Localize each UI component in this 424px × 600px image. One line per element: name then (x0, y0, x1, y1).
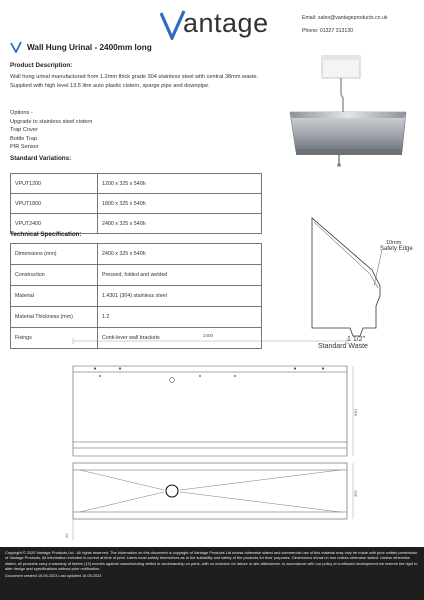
width-dim-label: 2400 (203, 333, 214, 338)
title-v-icon (10, 41, 22, 53)
table-cell: Construction (11, 265, 98, 286)
depth-dim-label: 325 (353, 490, 358, 497)
cistern (322, 56, 360, 78)
table-row (11, 265, 262, 286)
front-elevation (73, 366, 347, 456)
contact-phone: Phone: 01327 313130 (302, 28, 354, 34)
technical-heading: Technical Specification: (10, 231, 82, 238)
footer-legal: Copyright © 2020 Vantage Products Ltd - All rights reserved. The information on this document is copyright of Vantage Products Ltd unless otherwise stated and commercial use of this material may only be made with prior written permission of Vantage Products. All information included is correct at time of print. Users must satisfy themselves as to the suitability and safety of the products for their purposes. Dimensions shown in mm unless otherwise stated. Unless otherwise stated, all products carry a warranty of twelve (12) months against manufacturing defect or workmanship on parts, with no inclusion for labour or site attendance. In accordance with our policy of continued development we reserve the right to alter design and specifications without prior notification. (5, 550, 418, 571)
table-cell: Material Thickness (mm) (11, 307, 98, 328)
table-row (11, 174, 262, 194)
table-cell: 1.2 (98, 307, 262, 328)
product-illustration (286, 52, 416, 182)
side-section-drawing (300, 210, 420, 350)
technical-drawing (60, 330, 360, 540)
table-cell: VPUT1800 (11, 194, 98, 214)
table-cell: VPUT1200 (11, 174, 98, 194)
table-cell: Dimensions (mm) (11, 244, 98, 265)
table-cell: 2400 x 325 x 540h (98, 244, 262, 265)
vantage-logo (160, 8, 270, 40)
waste-dim: 1 1/2" (347, 336, 366, 343)
variations-heading: Standard Variations: (10, 155, 72, 162)
section-inner-line (314, 222, 378, 288)
description-body: Wall hung urinal manufactured from 1.2mm thick grade 304 stainless steel with central 38mm waste. Supplied with high level 13.5 litre auto plastic cistern, sparge pipe and downpipe. (10, 74, 259, 89)
table-cell: Material (11, 286, 98, 307)
options-block (10, 109, 260, 152)
table-cell: Conti-lever wall brackets (98, 328, 262, 349)
table-cell: VPUT2400 (11, 214, 98, 234)
table-cell: 1800 x 325 x 540h (98, 194, 262, 214)
option-item: PIR Sensor (10, 144, 39, 151)
description-heading: Product Description: (10, 62, 73, 69)
plan-view (73, 463, 347, 519)
contact-email[interactable]: Email: sales@vantageproducts.co.uk (302, 15, 388, 21)
option-item: Trap Cover (10, 127, 38, 134)
product-title: Wall Hung Urinal - 2400mm long (27, 43, 152, 52)
footer (0, 547, 424, 600)
trough (290, 112, 406, 167)
waste-label: Standard Waste (318, 343, 368, 350)
table-row (11, 244, 262, 265)
table-cell: Pressed, folded and welded (98, 265, 262, 286)
footer-created: Document created 15.05.2023 Last updated 15.05.2023 (5, 573, 102, 579)
safety-label: Safety Edge (380, 246, 413, 252)
table-cell: 1.4301 (304) stainless steel (98, 286, 262, 307)
table-row (11, 307, 262, 328)
section-profile (312, 218, 380, 336)
small-dim-label: 20 (64, 533, 69, 538)
option-item: Bottle Trap (10, 135, 38, 142)
table-cell: 1200 x 325 x 540h (98, 174, 262, 194)
option-item: Upgrade to stainless steel cistern (10, 118, 93, 125)
table-cell: Fixings (11, 328, 98, 349)
height-dim-label: 540 (353, 409, 358, 416)
safety-dim: 10mm (386, 240, 402, 246)
table-row (11, 286, 262, 307)
table-cell: 2400 x 325 x 540h (98, 214, 262, 234)
table-row (11, 194, 262, 214)
logo-text: antage (183, 8, 269, 38)
contact-block (302, 12, 387, 38)
leader-line (374, 250, 382, 286)
variations-table (10, 173, 262, 234)
options-heading: Options - (10, 110, 33, 116)
